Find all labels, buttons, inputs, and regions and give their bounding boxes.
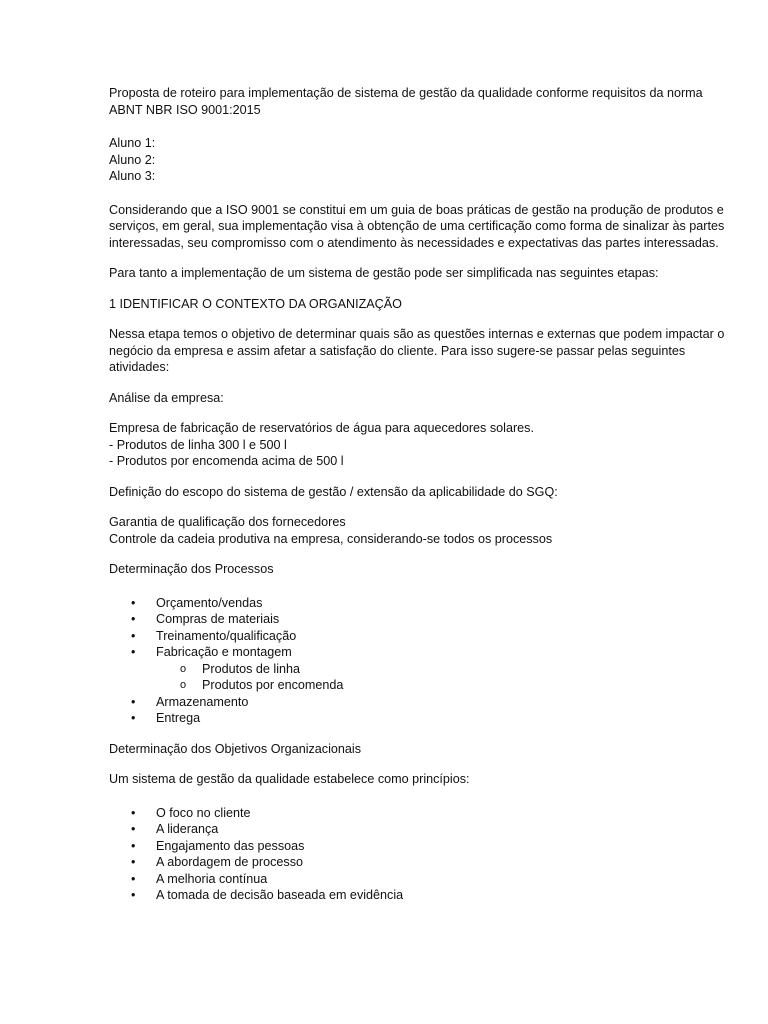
- steps-intro: Para tanto a implementação de um sistema de gestão pode ser simplificada nas seguintes etapas:: [109, 266, 659, 280]
- analysis-line: - Produtos de linha 300 l e 500 l: [109, 437, 287, 452]
- analysis-line: Empresa de fabricação de reservatórios de água para aquecedores solares.: [109, 421, 534, 435]
- scope-heading: Definição do escopo do sistema de gestão / extensão da aplicabilidade do SGQ:: [109, 484, 558, 499]
- analysis-heading: Análise da empresa:: [109, 390, 224, 405]
- list-item: • A abordagem de processo: [109, 854, 734, 871]
- scope-line: Controle da cadeia produtiva na empresa, considerando-se todos os processos: [109, 531, 553, 546]
- processes-list: [109, 595, 734, 727]
- scope-line: Garantia de qualificação dos fornecedores: [109, 515, 346, 529]
- student-line: Aluno 2:: [109, 152, 156, 167]
- objectives-heading: Determinação dos Objetivos Organizacionais: [109, 741, 361, 756]
- intro-paragraph: Considerando que a ISO 9001 se constitui em um guia de boas práticas de gestão na produção de produtos e serviços, em geral, sua implementação visa à obtenção de uma certificação como forma de sinalizar às partes interessadas, seu compromisso com o atendimento às necessidades e expectativas das partes interessadas.: [109, 202, 725, 250]
- section-heading: 1 IDENTIFICAR O CONTEXTO DA ORGANIZAÇÃO: [109, 296, 402, 311]
- principles-list: [109, 805, 734, 904]
- document-title: Proposta de roteiro para implementação de sistema de gestão da qualidade conforme requisitos da norma ABNT NBR ISO 9001:2015: [109, 86, 703, 117]
- list-item: • Orçamento/vendas: [109, 595, 734, 612]
- processes-heading: Determinação dos Processos: [109, 562, 274, 576]
- list-item: • Armazenamento: [109, 694, 734, 711]
- student-line: Aluno 3:: [109, 169, 156, 183]
- document-body: [109, 85, 734, 904]
- student-line: Aluno 1:: [109, 136, 156, 150]
- list-item: • Entrega: [109, 710, 734, 727]
- list-item: • A tomada de decisão baseada em evidência: [109, 887, 734, 904]
- principles-intro: Um sistema de gestão da qualidade estabelece como princípios:: [109, 772, 470, 786]
- sub-list-item: o Produtos de linha: [109, 661, 734, 678]
- list-item: • Treinamento/qualificação: [109, 628, 734, 645]
- list-item: • Compras de materiais: [109, 611, 734, 628]
- list-item: • O foco no cliente: [109, 805, 734, 822]
- sub-list-item: o Produtos por encomenda: [109, 677, 734, 694]
- analysis-line: - Produtos por encomenda acima de 500 l: [109, 454, 344, 468]
- section-paragraph: Nessa etapa temos o objetivo de determinar quais são as questões internas e externas que podem impactar o negócio da empresa e assim afetar a satisfação do cliente. Para isso sugere-se passar pelas seguintes atividades:: [109, 327, 725, 374]
- list-item: • A liderança: [109, 821, 734, 838]
- list-item: • Engajamento das pessoas: [109, 838, 734, 855]
- list-item: • Fabricação e montagem: [109, 644, 734, 661]
- list-item: • A melhoria contínua: [109, 871, 734, 888]
